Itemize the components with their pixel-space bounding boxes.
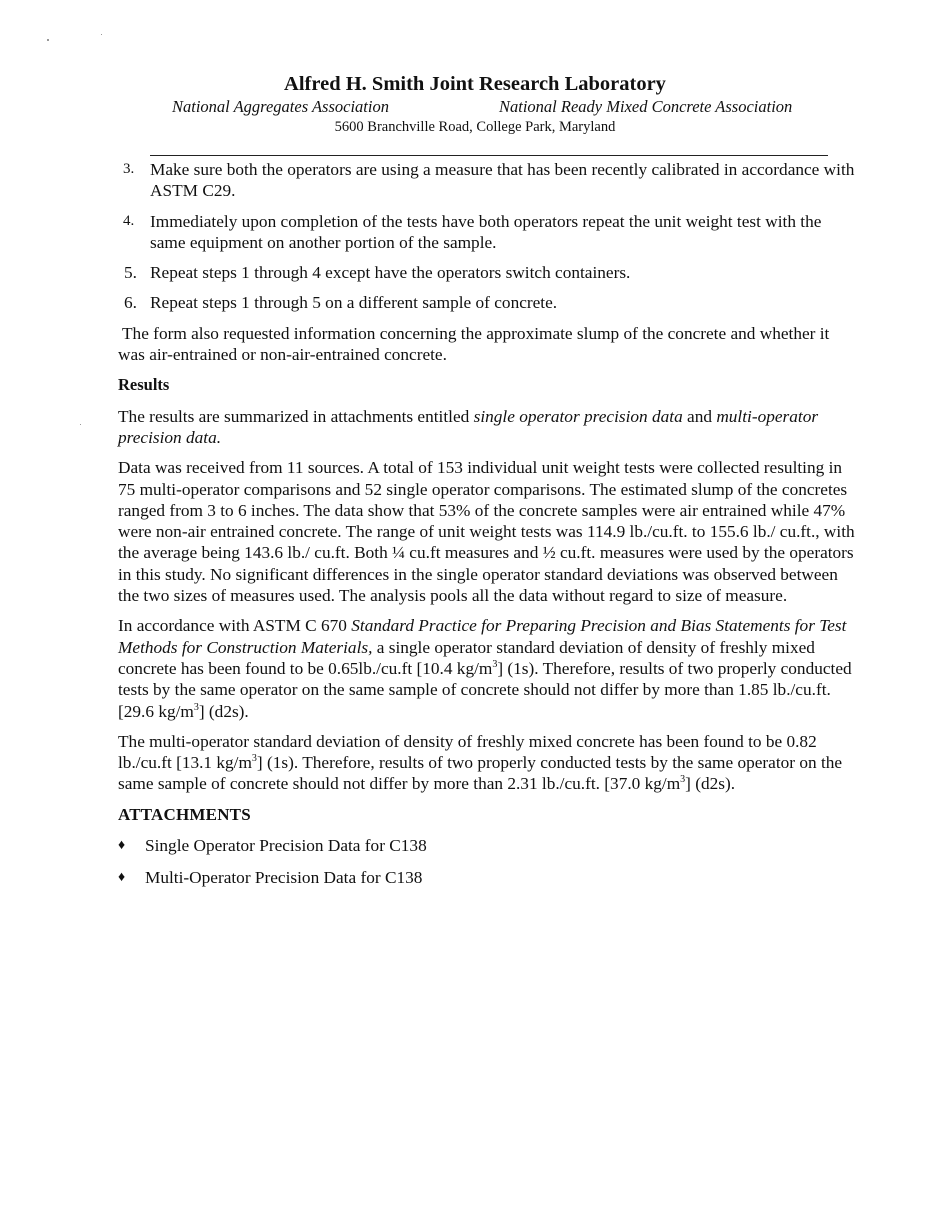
letterhead [0,72,950,136]
summary-and: and [682,406,717,426]
attachment-label: Single Operator Precision Data for C138 [145,836,427,856]
step-number: 5. [124,263,137,283]
step-number: 3. [123,161,135,177]
step-text: Make sure both the operators are using a measure that has been recently calibrated in accordance with ASTM C29. [150,160,855,201]
diamond-bullet-icon: ♦ [118,838,126,854]
attachments-heading: ATTACHMENTS [118,804,251,824]
procedure-steps [118,159,858,314]
attachments-list [118,835,858,889]
results-heading: Results [118,375,170,395]
attachment-label: Multi-Operator Precision Data for C138 [145,868,423,888]
step-item [118,292,858,313]
association-row [0,96,950,118]
summary-prefix: The results are summarized in attachments entitled [118,406,474,426]
diamond-bullet-icon: ♦ [118,870,126,886]
astm-body-part-1: a single operator standard deviation of density of freshly mixed concrete has been found to be 0.65lb./cu.ft [10.4 kg/m [118,637,815,678]
step-text: Repeat steps 1 through 5 on a different sample of concrete. [150,293,558,313]
superscript: 3 [680,774,686,786]
address: 5600 Branchville Road, College Park, Maryland [334,119,616,135]
astm-body-part-2: ] (1s). Therefore, results of two properly conducted tests by the same operator on the same sample of concrete should not differ by more than 1.85 lb./cu.ft. [29.6 kg/m [118,658,852,721]
association-left: National Aggregates Association [172,97,389,116]
astm-paragraph [118,615,858,721]
attachment-item [118,867,858,888]
step-text: Immediately upon completion of the tests have both operators repeat the unit weight test with the same equipment on another portion of the sample. [150,211,822,252]
step-number: 4. [123,212,135,229]
multi-body-part-2: ] (1s). Therefore, results of two properly conducted tests by the same operator on the same sample of concrete should not differ by more than 2.31 lb./cu.ft. [37.0 kg/m [118,753,843,794]
step-item [118,262,858,283]
step-item [118,211,858,254]
attachment-item [118,835,858,856]
summary-single-title: single operator precision data [473,406,683,426]
results-summary-paragraph [118,406,858,449]
superscript: 3 [492,658,498,670]
lab-name: Alfred H. Smith Joint Research Laboratory [284,73,666,95]
superscript: 3 [193,701,199,713]
header-rule [150,155,828,156]
astm-body-part-3: ] (d2s). [198,701,249,721]
association-right: National Ready Mixed Concrete Association [499,97,793,116]
step-item [118,159,858,202]
step-text: Repeat steps 1 through 4 except have the operators switch containers. [150,263,631,283]
superscript: 3 [251,753,257,765]
form-paragraph: The form also requested information concerning the approximate slump of the concrete and whether it was air-entrained or non-air-entrained concrete. [118,323,830,365]
step-number: 6. [124,293,137,313]
document-body [118,159,858,900]
multi-body-part-1: The multi-operator standard deviation of density of freshly mixed concrete has been found to be 0.82 lb./cu.ft [13.1 kg/m [118,731,817,773]
multi-body-part-3: ] (d2s). [685,774,736,794]
summary-multi-title: multi-operator precision data. [118,406,819,447]
data-paragraph: Data was received from 11 sources. A total of 153 individual unit weight tests were collected resulting in 75 multi-operator comparisons and 52 single operator comparisons. The estimated slump of the concretes ranged from 3 to 6 inches. The data show that 53% of the concrete samples were air entrained while 47% were non-air entrained concrete. The range of unit weight tests was 114.9 lb./cu.ft. to 155.6 lb./ cu.ft., with the average being 143.6 lb./ cu.ft. Both ¼ cu.ft measures and ½ cu.ft. measures were used by the operators in this study. No significant differences in the single operator standard deviations was observed between the two sizes of measures used. The analysis pools all the data without regard to size of measure. [118,458,855,606]
multi-operator-paragraph [118,731,858,795]
astm-prefix: In accordance with ASTM C 670 [118,616,352,636]
astm-standard-title: Standard Practice for Preparing Precision and Bias Statements for Test Methods for Construction Materials, [118,616,847,657]
